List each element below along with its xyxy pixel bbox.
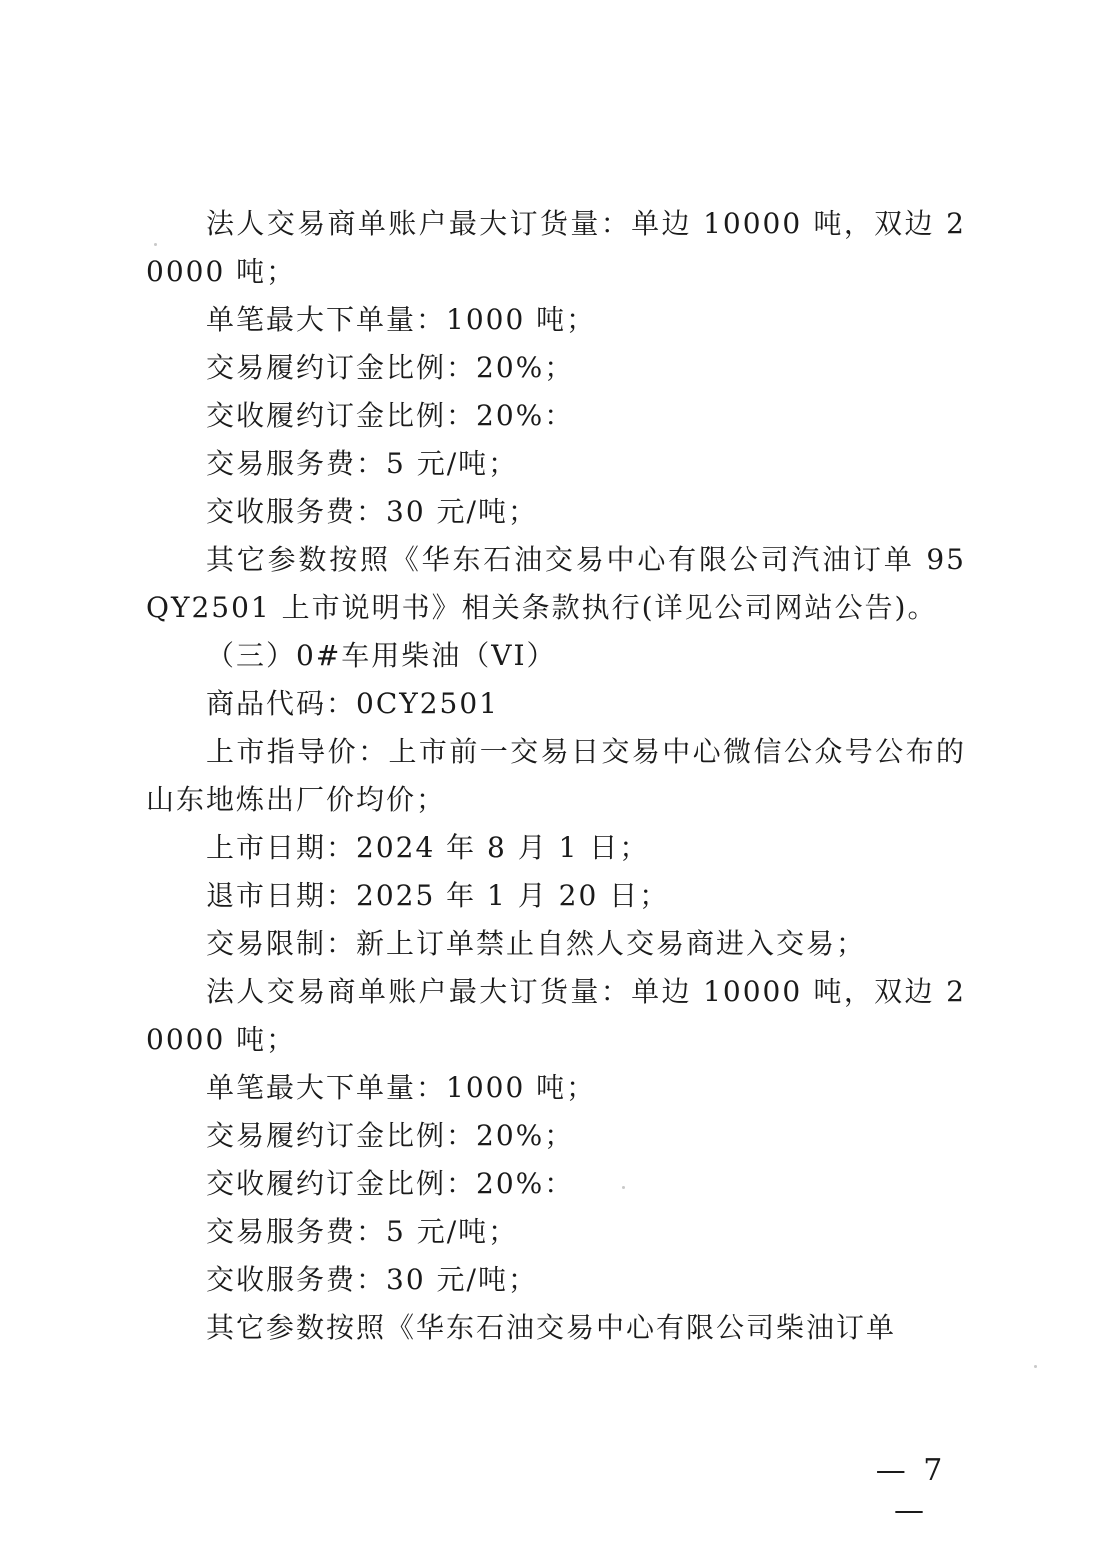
paragraph-2: 单笔最大下单量：1000 吨； bbox=[206, 303, 597, 336]
scan-speck bbox=[154, 243, 157, 246]
paragraph-14: 法人交易商单账户最大订货量：单边 10000 吨，双边 20000 吨； bbox=[146, 975, 966, 1056]
scan-speck bbox=[1034, 1365, 1037, 1368]
page-number: — 7 — bbox=[875, 1453, 947, 1528]
scan-speck bbox=[622, 1186, 625, 1189]
paragraph-12: 退市日期：2025 年 1 月 20 日； bbox=[206, 879, 670, 912]
paragraph-18: 交易服务费：5 元/吨； bbox=[206, 1215, 519, 1248]
paragraph-16: 交易履约订金比例：20%； bbox=[206, 1119, 575, 1152]
paragraph-11: 上市日期：2024 年 8 月 1 日； bbox=[206, 831, 650, 864]
document-body bbox=[146, 200, 966, 1352]
paragraph-7: 其它参数按照《华东石油交易中心有限公司汽油订单 95QY2501 上市说明书》相关条款执行(详见公司网站公告)。 bbox=[146, 543, 966, 624]
paragraph-1: 法人交易商单账户最大订货量：单边 10000 吨，双边 20000 吨； bbox=[146, 207, 966, 288]
paragraph-20: 其它参数按照《华东石油交易中心有限公司柴油订单 bbox=[206, 1311, 897, 1344]
paragraph-3: 交易履约订金比例：20%； bbox=[206, 351, 575, 384]
paragraph-15: 单笔最大下单量：1000 吨； bbox=[206, 1071, 597, 1104]
paragraph-5: 交易服务费：5 元/吨； bbox=[206, 447, 519, 480]
paragraph-9: 商品代码：0CY2501 bbox=[206, 687, 499, 720]
paragraph-19: 交收服务费：30 元/吨； bbox=[206, 1263, 538, 1296]
paragraph-13: 交易限制：新上订单禁止自然人交易商进入交易； bbox=[206, 927, 867, 960]
paragraph-6: 交收服务费：30 元/吨； bbox=[206, 495, 538, 528]
paragraph-10: 上市指导价：上市前一交易日交易中心微信公众号公布的山东地炼出厂价均价； bbox=[146, 735, 966, 816]
paragraph-17: 交收履约订金比例：20%： bbox=[206, 1167, 575, 1200]
section-heading: （三）0#车用柴油（VI） bbox=[206, 639, 557, 672]
paragraph-4: 交收履约订金比例：20%： bbox=[206, 399, 575, 432]
